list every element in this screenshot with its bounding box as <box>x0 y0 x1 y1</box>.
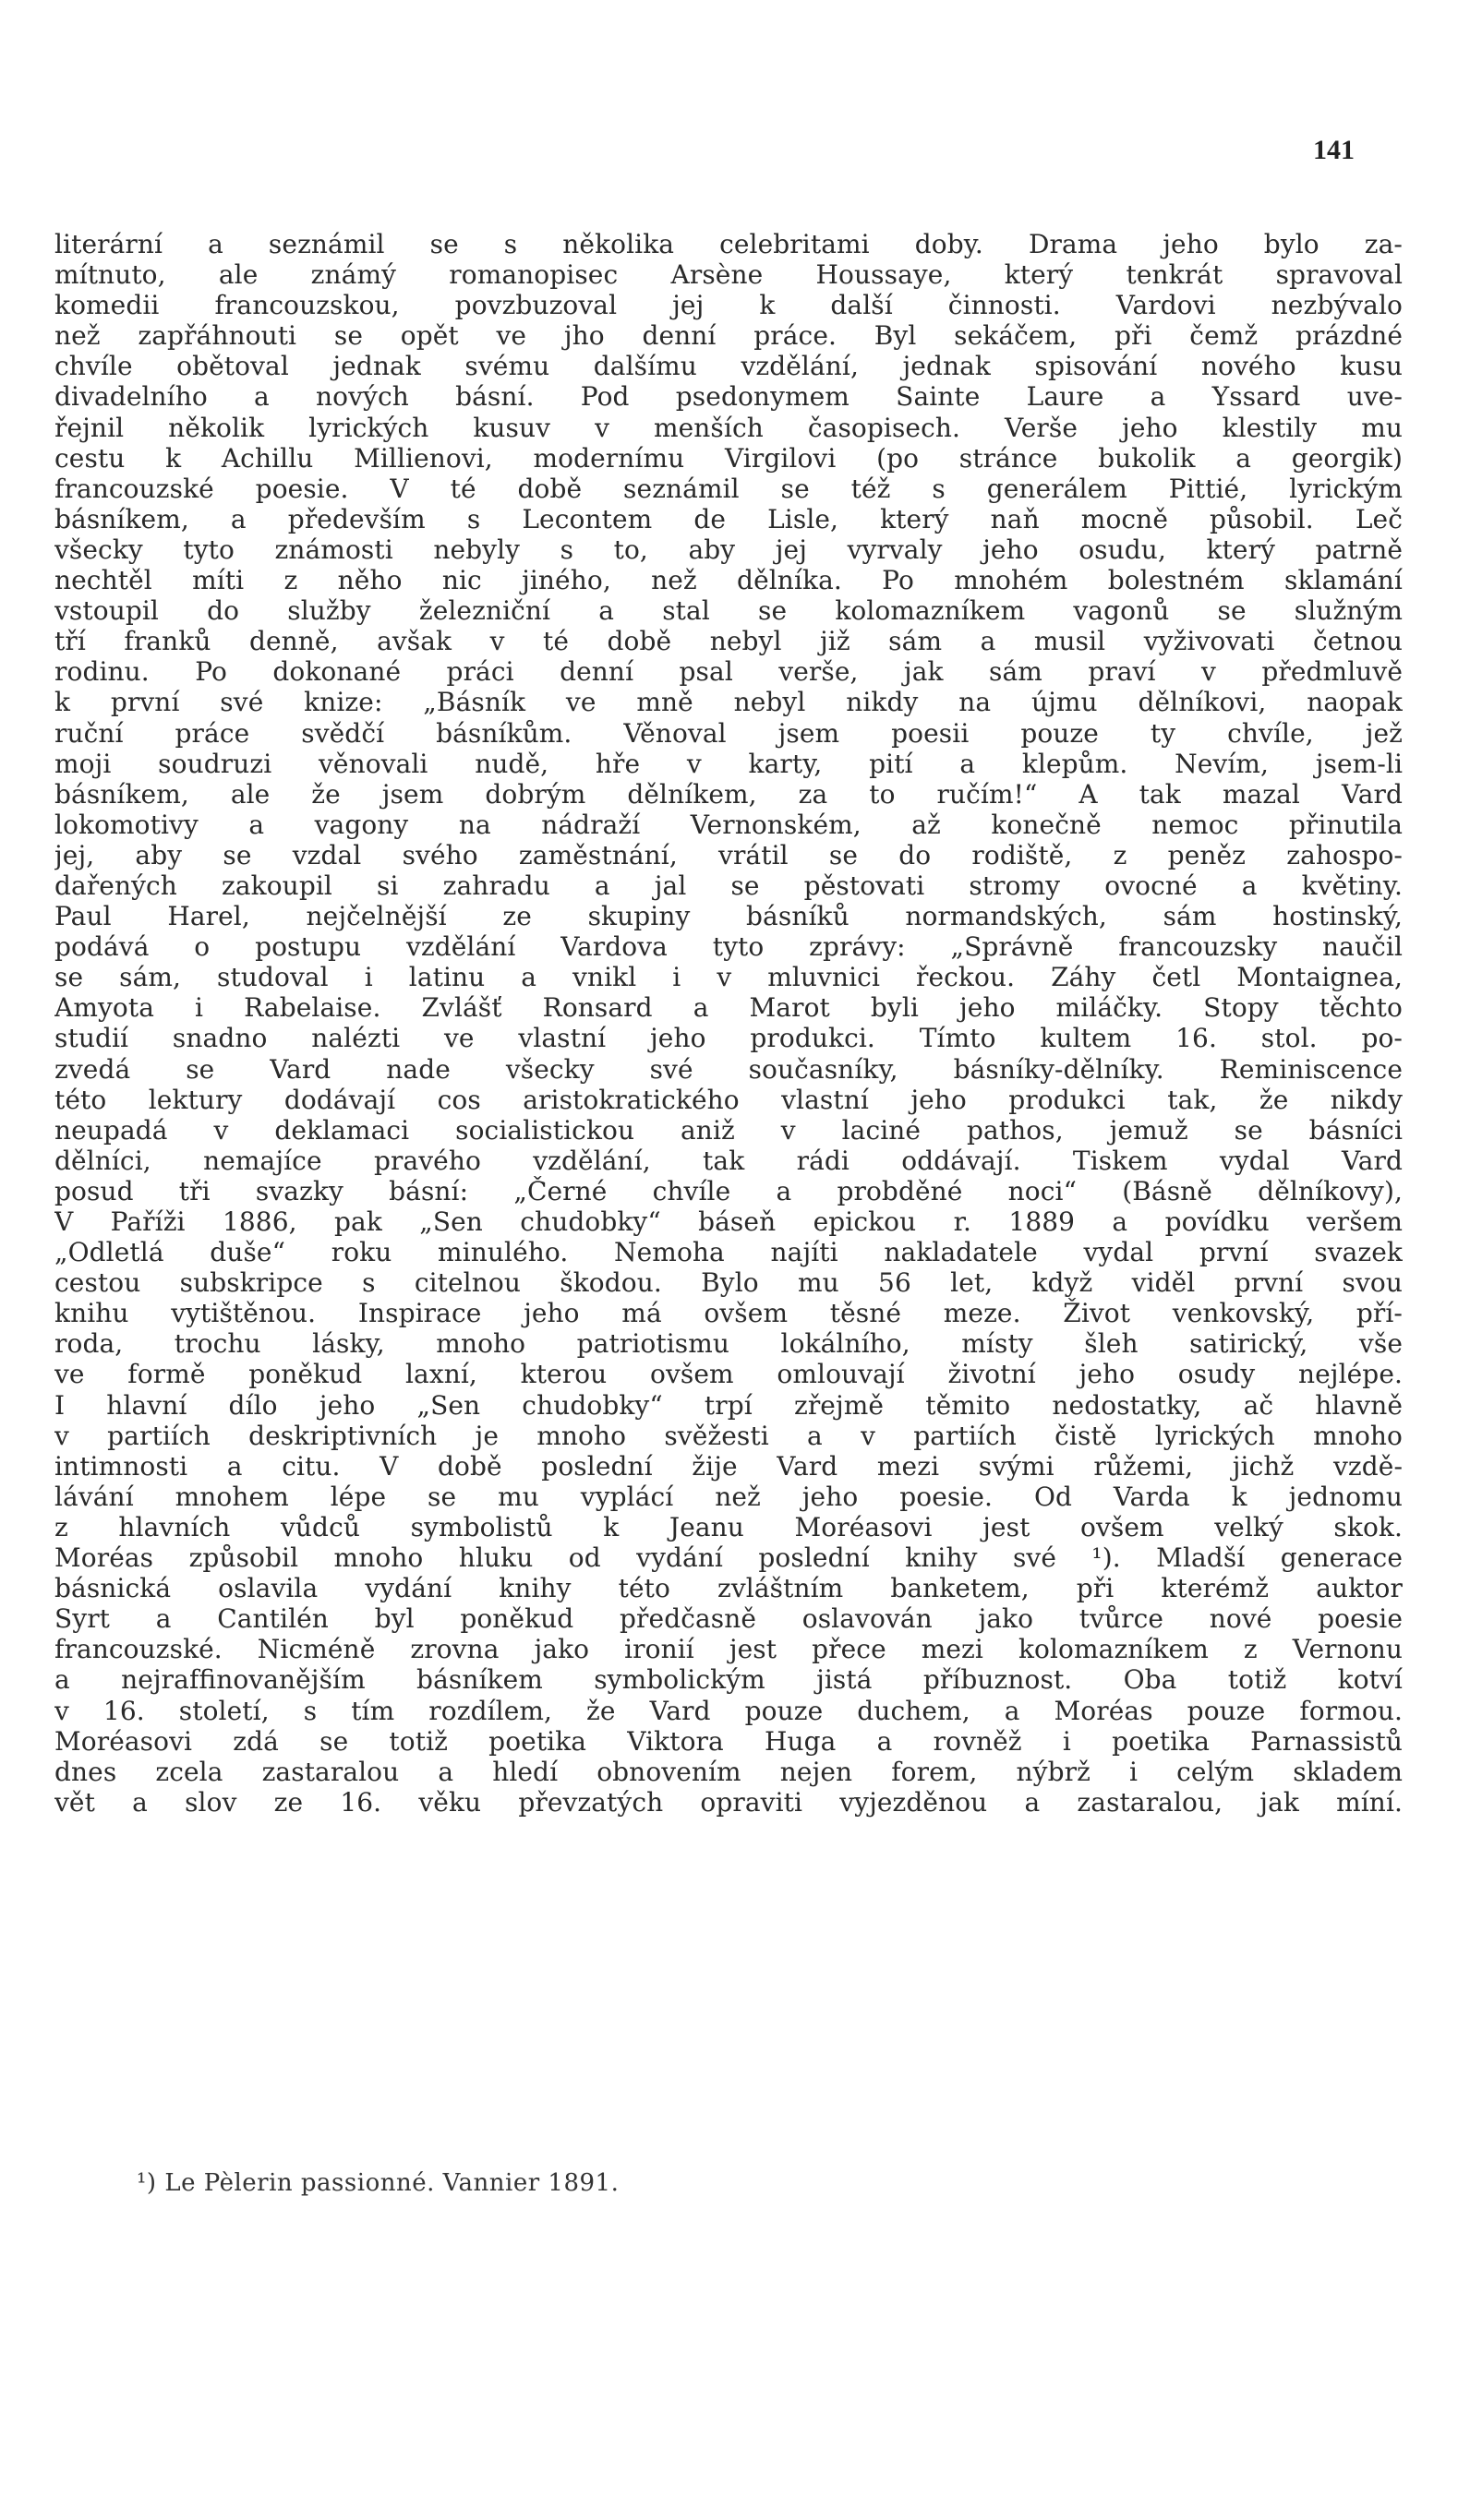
text-line: posud tři svazky básní: „Černé chvíle a probděné noci“ (Básně dělníkovy), <box>54 1175 1403 1206</box>
text-line: francouzské. Nicméně zrovna jako ironií jest přece mezi kolomazníkem z Vernonu <box>54 1634 1403 1665</box>
text-line: neupadá v deklamaci socialistickou aniž v laciné pathos, jemuž se básníci <box>54 1114 1403 1146</box>
text-line: dělníci, nemajíce pravého vzdělání, tak rádi oddávají. Tiskem vydal Vard <box>54 1145 1403 1176</box>
text-line: Moréasovi zdá se totiž poetika Viktora Huga a rovněž i poetika Parnassistů <box>54 1725 1403 1757</box>
text-line: Amyota i Rabelaise. Zvlášť Ronsard a Marot byli jeho miláčky. Stopy těchto <box>54 992 1403 1024</box>
text-line: tří franků denně, avšak v té době nebyl již sám a musil vyživovati četnou <box>54 626 1403 657</box>
text-line: V Paříži 1886, pak „Sen chudobky“ báseň epickou r. 1889 a povídku veršem <box>54 1206 1403 1237</box>
text-line: všecky tyto známosti nebyly s to, aby jej vyrvaly jeho osudu, který patrně <box>54 534 1403 565</box>
text-line: moji soudruzi věnovali nudě, hře v karty, pití a klepům. Nevím, jsem-li <box>54 748 1403 779</box>
text-line: nechtěl míti z něho nic jiného, než dělníka. Po mnohém bolestném sklamání <box>54 565 1403 596</box>
text-line: Moréas způsobil mnoho hluku od vydání poslední knihy své ¹). Mladší generace <box>54 1542 1403 1574</box>
text-line: „Odletlá duše“ roku minulého. Nemoha najíti nakladatele vydal první svazek <box>54 1237 1403 1268</box>
text-line: Paul Harel, nejčelnější ze skupiny básníků normandských, sám hostinský, <box>54 901 1403 932</box>
text-line: ruční práce svědčí básníkům. Věnoval jsem poesii pouze ty chvíle, jež <box>54 717 1403 749</box>
footnote: ¹) Le Pèlerin passionné. Vannier 1891. <box>137 2169 620 2197</box>
text-line: této lektury dodávají cos aristokratického vlastní jeho produkci tak, že nikdy <box>54 1084 1403 1115</box>
text-line: a nejrafﬁnovanějším básníkem symbolickým jistá příbuznost. Oba totiž kotví <box>54 1664 1403 1696</box>
text-line: divadelního a nových básní. Pod psedonymem Sainte Laure a Yssard uve- <box>54 381 1403 413</box>
text-line: cestu k Achillu Millienovi, modernímu Virgilovi (po stránce bukolik a georgik) <box>54 442 1403 474</box>
text-line: z hlavních vůdců symbolistů k Jeanu Moréasovi jest ovšem velký skok. <box>54 1511 1403 1542</box>
text-line: v partiích deskriptivních je mnoho svěžesti a v partiích čistě lyrických mnoho <box>54 1420 1403 1451</box>
text-line: básnická oslavila vydání knihy této zvláštním banketem, při kterémž auktor <box>54 1573 1403 1604</box>
text-line: roda, trochu lásky, mnoho patriotismu lokálního, místy šleh satirický, vše <box>54 1328 1403 1360</box>
text-line: než zapřáhnouti se opět ve jho denní práce. Byl sekáčem, při čemž prázdné <box>54 320 1403 352</box>
text-line: se sám, studoval i latinu a vnikl i v mluvnici řeckou. Záhy četl Montaignea, <box>54 962 1403 993</box>
text-line: komedii francouzskou, povzbuzoval jej k další činnosti. Vardovi nezbývalo <box>54 290 1403 321</box>
text-line: jej, aby se vzdal svého zaměstnání, vrátil se do rodiště, z peněz zahospo- <box>54 839 1403 870</box>
text-line: v 16. století, s tím rozdílem, že Vard pouze duchem, a Moréas pouze formou. <box>54 1695 1403 1726</box>
text-line: lávání mnohem lépe se mu vyplácí než jeho poesie. Od Varda k jednomu <box>54 1481 1403 1512</box>
text-line: francouzské poesie. V té době seznámil se též s generálem Pittié, lyrickým <box>54 473 1403 504</box>
text-line: básníkem, a především s Lecontem de Lisle, který naň mocně působil. Leč <box>54 503 1403 534</box>
text-line: zvedá se Vard nade všecky své současníky, básníky-dělníky. Reminiscence <box>54 1053 1403 1085</box>
text-line: literární a seznámil se s několika celebritami doby. Drama jeho bylo za- <box>54 229 1403 259</box>
text-line: rodinu. Po dokonané práci denní psal verše, jak sám praví v předmluvě <box>54 656 1403 688</box>
text-line: mítnuto, ale známý romanopisec Arsène Houssaye, který tenkrát spravoval <box>54 259 1403 291</box>
text-line: I hlavní dílo jeho „Sen chudobky“ trpí zřejmě těmito nedostatky, ač hlavně <box>54 1389 1403 1421</box>
body-text <box>54 229 1403 1818</box>
text-line: podává o postupu vzdělání Vardova tyto zprávy: „Správně francouzsky naučil <box>54 931 1403 963</box>
text-line: lokomotivy a vagony na nádraží Vernonském, až konečně nemoc přinutila <box>54 809 1403 840</box>
text-line: dařených zakoupil si zahradu a jal se pěstovati stromy ovocné a květiny. <box>54 870 1403 901</box>
text-line: básníkem, ale že jsem dobrým dělníkem, za to ručím!“ A tak mazal Vard <box>54 778 1403 810</box>
text-line: řejnil několik lyrických kusuv v menších časopisech. Verše jeho klestily mu <box>54 412 1403 443</box>
text-line: ve formě poněkud laxní, kterou ovšem omlouvají životní jeho osudy nejlépe. <box>54 1359 1403 1390</box>
text-line: dnes zcela zastaralou a hledí obnovením nejen forem, nýbrž i celým skladem <box>54 1756 1403 1787</box>
text-line: k první své knize: „Básník ve mně nebyl nikdy na újmu dělníkovi, naopak <box>54 687 1403 718</box>
text-line: cestou subskripce s citelnou škodou. Bylo mu 56 let, když viděl první svou <box>54 1267 1403 1299</box>
text-line: knihu vytištěnou. Inspirace jeho má ovšem těsné meze. Život venkovský, pří- <box>54 1298 1403 1329</box>
page-number: 141 <box>1313 135 1355 165</box>
text-line: chvíle obětoval jednak svému dalšímu vzdělání, jednak spisování nového kusu <box>54 351 1403 382</box>
text-line: Syrt a Cantilén byl poněkud předčasně oslavován jako tvůrce nové poesie <box>54 1603 1403 1635</box>
text-line: studií snadno nalézti ve vlastní jeho produkci. Tímto kultem 16. stol. po- <box>54 1023 1403 1054</box>
text-line: vět a slov ze 16. věku převzatých opraviti vyjezděnou a zastaralou, jak míní. <box>54 1786 1403 1818</box>
text-line: vstoupil do služby železniční a stal se kolomazníkem vagonů se služným <box>54 595 1403 627</box>
text-line: intimnosti a citu. V době poslední žije Vard mezi svými růžemi, jichž vzdě- <box>54 1450 1403 1482</box>
